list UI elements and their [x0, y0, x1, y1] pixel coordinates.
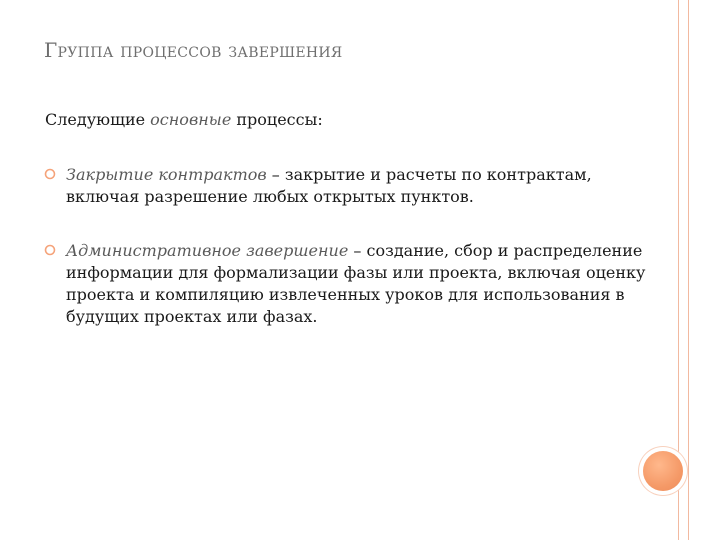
list-item-text [66, 240, 664, 328]
intro-accent: основные [150, 110, 232, 129]
intro-tail: процессы: [231, 110, 323, 129]
list-item [44, 164, 664, 208]
list-item-description: – создание, сбор и распределение информации для формализации фазы или проекта, включая оценку проекта и компиляцию извлеченных уроков для использования в будущих проектах или фазах. [66, 241, 646, 326]
bullet-circle-icon [44, 168, 56, 180]
decorative-orange-circle [643, 451, 683, 491]
intro-lead: Следующие [45, 110, 151, 129]
list-item-term: Административное завершение [66, 241, 349, 260]
list-item-text [66, 164, 664, 208]
bullet-circle-icon [44, 244, 56, 256]
list-item-description: – закрытие и расчеты по контрактам, включая разрешение любых открытых пунктов. [66, 165, 592, 206]
slide-title: Группа процессов завершения [44, 38, 343, 62]
intro-text [45, 110, 323, 129]
list-item-term: Закрытие контрактов [66, 165, 267, 184]
decorative-rail-right [688, 0, 689, 540]
list-item [44, 240, 664, 328]
